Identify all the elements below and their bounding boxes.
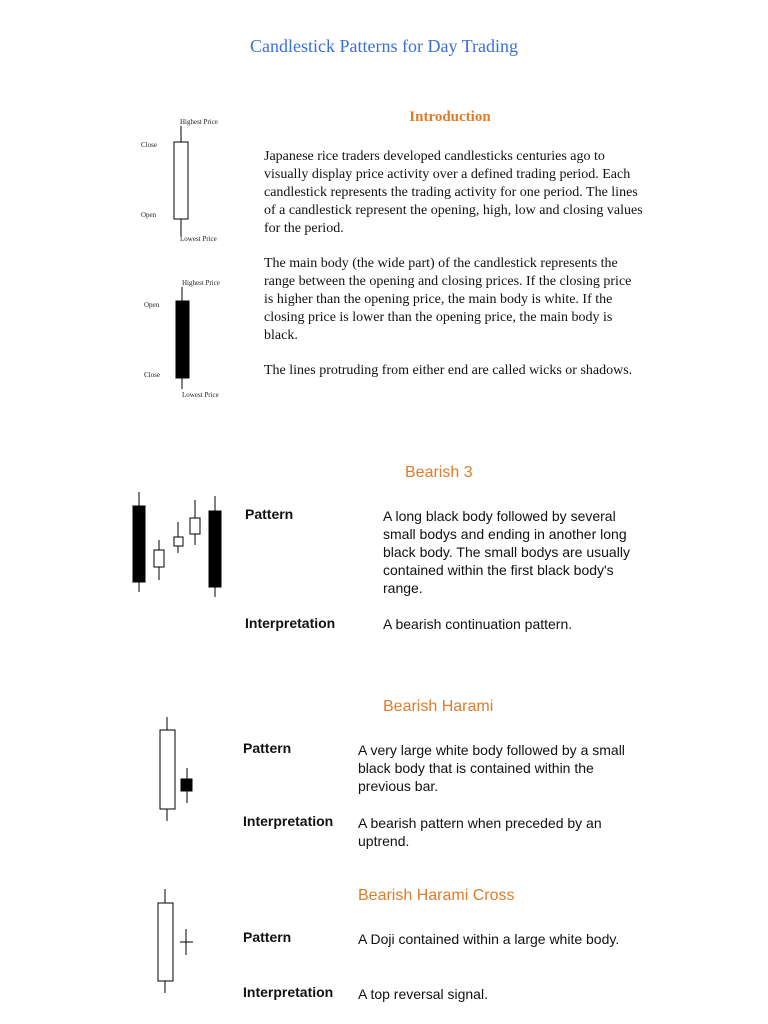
bearish-harami-pattern-label: Pattern — [243, 740, 292, 756]
bearish-harami-pattern-text: A very large white body followed by a small black body that is contained within the previous bar. — [358, 742, 625, 794]
bearish-3-interpretation-label: Interpretation — [245, 615, 336, 631]
bearish-harami-interpretation-text: A bearish pattern when preceded by an uptrend. — [358, 815, 602, 849]
label-close: Close — [141, 141, 157, 149]
intro-paragraph-1: Japanese rice traders developed candlesticks centuries ago to visually display price activity over a defined trading period. Each candlestick represents the trading activity for one period. The lines of a candlestick represent the opening, high, low and closing values for the period. — [264, 149, 643, 236]
intro-paragraph-2: The main body (the wide part) of the candlestick represents the range between the opening and closing prices. If the closing price is higher than the opening price, the main body is white. If the closing price is lower than the opening price, the main body is black. — [264, 256, 632, 343]
intro-paragraph-3: The lines protruding from either end are called wicks or shadows. — [264, 363, 633, 378]
bearish-3-pattern-text: A long black body followed by several small bodys and ending in another long black body. The small bodys are usually contained within the first black body's range. — [383, 508, 630, 596]
label-highest-price: Highest Price — [180, 118, 218, 126]
label-open: Open — [141, 211, 157, 219]
intro-heading: Introduction — [409, 109, 491, 125]
label-open-2: Open — [144, 301, 160, 309]
bearish-3-heading: Bearish 3 — [405, 464, 473, 481]
page-title: Candlestick Patterns for Day Trading — [250, 36, 518, 56]
bearish-harami-cross-pattern-label: Pattern — [243, 929, 292, 945]
label-close-2: Close — [144, 371, 160, 379]
bearish-harami-cross-interpretation-text: A top reversal signal. — [358, 986, 488, 1002]
label-lowest-price: Lowest Price — [180, 235, 217, 243]
bearish-harami-cross-heading: Bearish Harami Cross — [358, 887, 515, 904]
bearish-harami-cross-interpretation-label: Interpretation — [243, 984, 334, 1000]
label-highest-price-2: Highest Price — [182, 279, 220, 287]
bearish-3-interpretation-text: A bearish continuation pattern. — [383, 616, 573, 632]
label-lowest-price-2: Lowest Price — [182, 391, 219, 399]
bearish-harami-interpretation-label: Interpretation — [243, 813, 334, 829]
bearish-harami-heading: Bearish Harami — [383, 698, 494, 715]
bearish-harami-cross-pattern-text: A Doji contained within a large white body. — [358, 931, 620, 947]
bearish-3-pattern-label: Pattern — [245, 506, 294, 522]
